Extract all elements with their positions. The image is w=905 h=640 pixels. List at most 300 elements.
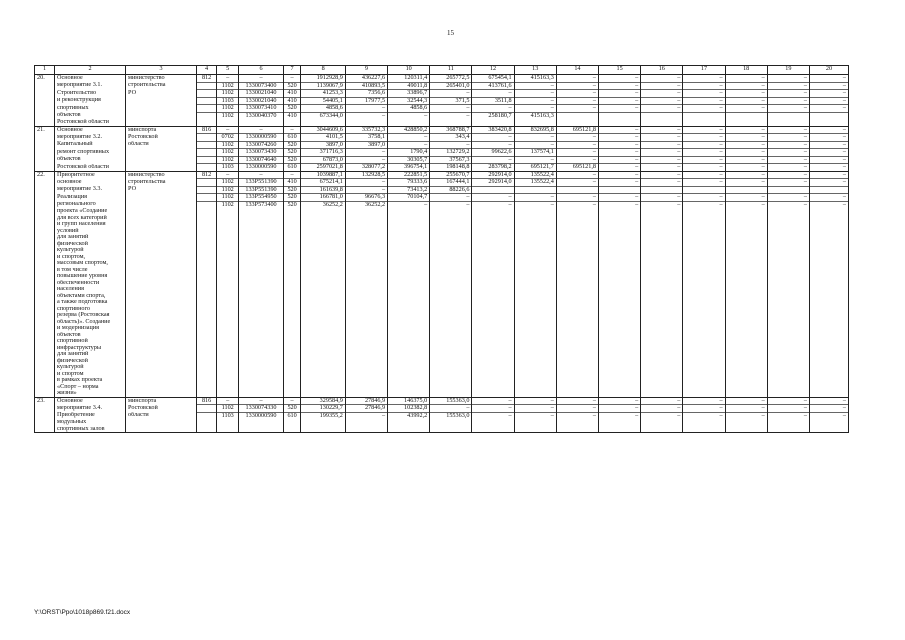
table-cell: [683, 426, 725, 433]
table-cell: –: [641, 171, 683, 179]
table-row: [35, 201, 849, 208]
table-cell: 1102: [217, 156, 239, 164]
table-cell: –: [472, 412, 514, 419]
table-cell: 1102: [217, 194, 239, 202]
table-cell: [430, 119, 472, 126]
table-cell: –: [388, 134, 430, 142]
table-cell: спортивного: [54, 306, 125, 313]
table-cell: –: [683, 397, 725, 405]
table-cell: –: [641, 194, 683, 202]
table-cell: –: [472, 156, 514, 164]
table-cell: жизни»: [54, 390, 125, 397]
table-cell: –: [472, 141, 514, 149]
table-cell: 1790,4: [388, 149, 430, 157]
table-cell: –: [725, 164, 767, 172]
table-cell: –: [767, 397, 809, 405]
table-cell: 79333,6: [388, 179, 430, 187]
table-row: [35, 179, 849, 187]
table-row: [35, 141, 849, 149]
table-cell: 265772,5: [430, 75, 472, 83]
table-cell: –: [556, 412, 598, 419]
table-cell: [641, 119, 683, 126]
table-cell: –: [217, 397, 239, 405]
table-cell: [641, 390, 683, 397]
table-cell: –: [430, 194, 472, 202]
table-cell: [767, 390, 809, 397]
table-cell: в том числе: [54, 267, 125, 274]
table-cell: [556, 390, 598, 397]
header-row: [35, 66, 849, 75]
table-cell: 1139067,9: [301, 82, 345, 90]
table-cell: 1102: [217, 201, 239, 208]
table-row: [35, 156, 849, 164]
table-cell: [725, 112, 767, 119]
table-cell: –: [472, 397, 514, 405]
table-cell: –: [725, 141, 767, 149]
table-cell: [514, 390, 556, 397]
column-header: 15: [599, 66, 641, 75]
table-cell: 3511,8: [472, 97, 514, 105]
table-row: [35, 112, 849, 119]
table-cell: –: [683, 141, 725, 149]
table-cell: –: [599, 141, 641, 149]
table-cell: –: [683, 90, 725, 98]
table-cell: 1330000590: [239, 412, 283, 419]
table-cell: 22.: [35, 171, 55, 179]
table-cell: –: [725, 179, 767, 187]
table-cell: –: [599, 194, 641, 202]
table-cell: –: [641, 90, 683, 98]
table-cell: 812: [197, 75, 217, 83]
column-header: 5: [217, 66, 239, 75]
table-cell: –: [472, 134, 514, 142]
table-cell: культурой: [54, 247, 125, 254]
table-cell: 4101,5: [301, 134, 345, 142]
table-cell: –: [641, 134, 683, 142]
table-cell: [35, 405, 55, 413]
table-cell: области: [126, 141, 197, 149]
table-cell: –: [725, 412, 767, 419]
table-cell: объектов: [54, 112, 125, 119]
table-cell: –: [599, 90, 641, 98]
table-cell: –: [725, 149, 767, 157]
table-cell: [126, 390, 197, 397]
column-header: 12: [472, 66, 514, 75]
table-cell: 133P551390: [239, 186, 283, 194]
table-cell: министерство: [126, 171, 197, 179]
table-cell: Приоритетное: [54, 171, 125, 179]
table-cell: 673344,0: [301, 112, 345, 119]
table-cell: 520: [283, 156, 301, 164]
table-cell: 520: [283, 201, 301, 208]
table-cell: –: [683, 156, 725, 164]
table-cell: –: [809, 201, 848, 208]
table-cell: [35, 97, 55, 105]
column-header: 17: [683, 66, 725, 75]
table-cell: [345, 426, 387, 433]
table-cell: Основное: [54, 126, 125, 134]
table-cell: –: [599, 156, 641, 164]
table-cell: –: [472, 405, 514, 413]
table-cell: мероприятие 3.1.: [54, 82, 125, 90]
table-cell: [683, 112, 725, 119]
table-cell: 255670,7: [430, 171, 472, 179]
table-cell: –: [430, 201, 472, 208]
table-cell: области: [126, 412, 197, 419]
table-cell: 1330000590: [239, 134, 283, 142]
table-row: [35, 126, 849, 134]
table-cell: [197, 119, 217, 126]
table-cell: –: [767, 171, 809, 179]
table-cell: 675214,1: [301, 179, 345, 187]
table-cell: 167444,1: [430, 179, 472, 187]
table-cell: 520: [283, 105, 301, 113]
table-cell: –: [809, 97, 848, 105]
table-cell: 415163,3: [514, 75, 556, 83]
table-cell: [725, 426, 767, 433]
table-cell: –: [514, 405, 556, 413]
table-cell: [809, 186, 848, 194]
column-header: 16: [641, 66, 683, 75]
table-cell: 99622,6: [472, 149, 514, 157]
table-cell: 155363,0: [430, 412, 472, 419]
table-cell: –: [283, 171, 301, 179]
table-cell: 520: [283, 141, 301, 149]
table-cell: [599, 119, 641, 126]
table-cell: –: [767, 179, 809, 187]
table-cell: «Спорт – норма: [54, 384, 125, 391]
table-cell: –: [641, 164, 683, 172]
table-cell: [35, 149, 55, 157]
table-cell: [217, 390, 239, 397]
table-cell: 383420,8: [472, 126, 514, 134]
table-cell: –: [767, 97, 809, 105]
table-cell: 1330000590: [239, 164, 283, 172]
table-row: [35, 405, 849, 413]
table-cell: –: [767, 156, 809, 164]
table-cell: [35, 141, 55, 149]
table-row: [35, 186, 849, 194]
table-row: [35, 105, 849, 113]
column-header: 20: [809, 66, 848, 75]
table-cell: [239, 119, 283, 126]
table-cell: физической: [54, 358, 125, 365]
table-cell: –: [767, 412, 809, 419]
table-cell: [641, 112, 683, 119]
table-cell: –: [725, 105, 767, 113]
table-cell: [472, 426, 514, 433]
table-cell: 832695,8: [514, 126, 556, 134]
table-cell: 695121,7: [514, 164, 556, 172]
table-cell: ремонт спортивных: [54, 149, 125, 157]
table-cell: 3897,0: [345, 141, 387, 149]
table-cell: строительства: [126, 179, 197, 187]
column-header: 19: [767, 66, 809, 75]
table-cell: 0702: [217, 134, 239, 142]
table-cell: 20.: [35, 75, 55, 83]
table-cell: для занятий: [54, 351, 125, 358]
table-cell: –: [767, 75, 809, 83]
table-row: [35, 171, 849, 179]
table-cell: –: [345, 112, 387, 119]
table-cell: 283798,2: [472, 164, 514, 172]
table-cell: [35, 201, 55, 208]
table-cell: [35, 426, 55, 433]
table-cell: 520: [283, 82, 301, 90]
column-header: 9: [345, 66, 387, 75]
table-cell: –: [345, 105, 387, 113]
table-cell: 335732,3: [345, 126, 387, 134]
table-cell: [514, 119, 556, 126]
table-cell: –: [599, 397, 641, 405]
table-cell: –: [599, 405, 641, 413]
table-cell: [35, 164, 55, 172]
table-cell: –: [725, 75, 767, 83]
table-cell: 1330073430: [239, 149, 283, 157]
table-cell: 120311,4: [388, 75, 430, 83]
table-cell: –: [472, 201, 514, 208]
table-cell: –: [767, 141, 809, 149]
table-cell: [283, 390, 301, 397]
table-cell: –: [556, 90, 598, 98]
table-cell: [35, 112, 55, 119]
table-cell: –: [556, 75, 598, 83]
table-cell: [35, 82, 55, 90]
table-cell: 30305,7: [388, 156, 430, 164]
table-cell: Ростовской области: [54, 164, 125, 172]
table-cell: объектами спорта,: [54, 293, 125, 300]
table-cell: [809, 390, 848, 397]
table-cell: [683, 119, 725, 126]
table-cell: [35, 134, 55, 142]
column-header: 18: [725, 66, 767, 75]
table-cell: –: [283, 75, 301, 83]
table-cell: –: [767, 149, 809, 157]
table-cell: –: [767, 82, 809, 90]
table-cell: –: [599, 164, 641, 172]
table-cell: [35, 105, 55, 113]
table-cell: [197, 201, 217, 208]
table-cell: –: [472, 105, 514, 113]
table-cell: [197, 405, 217, 413]
table-cell: 43992,2: [388, 412, 430, 419]
table-cell: –: [430, 141, 472, 149]
table-cell: 155363,0: [430, 397, 472, 405]
table-cell: –: [767, 90, 809, 98]
table-cell: [35, 119, 55, 126]
table-cell: 32544,3: [388, 97, 430, 105]
table-cell: –: [388, 201, 430, 208]
table-cell: –: [430, 105, 472, 113]
table-cell: [556, 119, 598, 126]
table-cell: Ростовской: [126, 134, 197, 142]
table-cell: –: [599, 126, 641, 134]
table-cell: [683, 390, 725, 397]
table-cell: 816: [197, 126, 217, 134]
table-cell: 1330074330: [239, 405, 283, 413]
table-cell: –: [599, 201, 641, 208]
table-cell: [35, 194, 55, 202]
table-cell: –: [725, 397, 767, 405]
table-cell: –: [767, 105, 809, 113]
table-cell: [556, 112, 598, 119]
table-cell: –: [809, 141, 848, 149]
table-cell: [126, 156, 197, 164]
table-cell: 102382,8: [388, 405, 430, 413]
table-cell: 4858,6: [388, 105, 430, 113]
table-cell: –: [809, 164, 848, 172]
table-cell: –: [809, 412, 848, 419]
table-cell: Основное: [54, 75, 125, 83]
table-cell: –: [641, 75, 683, 83]
table-cell: –: [430, 405, 472, 413]
table-cell: –: [556, 105, 598, 113]
table-cell: 1330073410: [239, 105, 283, 113]
table-cell: [126, 97, 197, 105]
column-header: 1: [35, 66, 55, 75]
table-cell: Основное: [54, 397, 125, 405]
table-cell: 146375,0: [388, 397, 430, 405]
table-cell: –: [683, 179, 725, 187]
table-cell: 135522,4: [514, 179, 556, 187]
table-cell: 1102: [217, 149, 239, 157]
table-cell: –: [725, 90, 767, 98]
table-cell: [126, 105, 197, 113]
table-cell: 23.: [35, 397, 55, 405]
table-cell: 1102: [217, 112, 239, 119]
table-cell: 675454,1: [472, 75, 514, 83]
table-cell: 3897,0: [301, 141, 345, 149]
table-cell: спортивной: [54, 338, 125, 345]
table-cell: Строительство: [54, 90, 125, 98]
table-cell: –: [388, 112, 430, 119]
table-cell: объектов: [54, 156, 125, 164]
table-cell: [35, 156, 55, 164]
table-cell: 816: [197, 397, 217, 405]
table-cell: спортивных: [54, 105, 125, 113]
table-cell: культурой: [54, 364, 125, 371]
budget-table: [34, 65, 849, 433]
table-cell: [197, 105, 217, 113]
table-cell: –: [217, 171, 239, 179]
table-cell: –: [809, 105, 848, 113]
table-cell: [301, 119, 345, 126]
table-cell: 1912928,9: [301, 75, 345, 83]
table-cell: в рамках проекта: [54, 377, 125, 384]
table-cell: –: [809, 405, 848, 413]
table-cell: 70104,7: [388, 194, 430, 202]
table-cell: [301, 390, 345, 397]
table-cell: [809, 119, 848, 126]
table-cell: 343,4: [430, 134, 472, 142]
table-cell: [197, 90, 217, 98]
table-cell: [197, 141, 217, 149]
table-cell: 610: [283, 412, 301, 419]
table-cell: 329584,9: [301, 397, 345, 405]
table-cell: инфраструктуры: [54, 345, 125, 352]
table-cell: –: [556, 156, 598, 164]
table-cell: –: [556, 201, 598, 208]
table-cell: 222851,5: [388, 171, 430, 179]
table-cell: Ростовской области: [54, 119, 125, 126]
table-cell: –: [641, 105, 683, 113]
table-cell: 265401,0: [430, 82, 472, 90]
table-cell: [388, 390, 430, 397]
table-cell: 413761,6: [472, 82, 514, 90]
table-cell: 520: [283, 405, 301, 413]
table-cell: [767, 186, 809, 194]
table-cell: [556, 186, 598, 194]
table-cell: –: [283, 397, 301, 405]
table-cell: –: [599, 179, 641, 187]
page-number: 15: [447, 29, 454, 37]
column-header: 13: [514, 66, 556, 75]
table-cell: объектов: [54, 332, 125, 339]
table-row: [35, 97, 849, 105]
table-cell: 4858,6: [301, 105, 345, 113]
table-cell: [345, 390, 387, 397]
table-cell: [641, 186, 683, 194]
table-cell: [217, 119, 239, 126]
table-cell: условий: [54, 228, 125, 235]
table-cell: –: [345, 156, 387, 164]
table-cell: 292914,0: [472, 171, 514, 179]
table-cell: 695121,8: [556, 164, 598, 172]
table-cell: –: [725, 201, 767, 208]
table-cell: –: [683, 82, 725, 90]
table-cell: –: [345, 186, 387, 194]
table-cell: –: [683, 97, 725, 105]
table-cell: [514, 186, 556, 194]
table-cell: 1330021040: [239, 90, 283, 98]
table-cell: –: [599, 82, 641, 90]
table-cell: [126, 112, 197, 119]
table-cell: –: [641, 82, 683, 90]
table-cell: 410: [283, 112, 301, 119]
column-header: 3: [126, 66, 197, 75]
column-header: 10: [388, 66, 430, 75]
table-cell: 73413,2: [388, 186, 430, 194]
table-cell: модульных: [54, 419, 125, 426]
table-cell: [599, 426, 641, 433]
table-cell: министерство: [126, 75, 197, 83]
table-cell: –: [683, 149, 725, 157]
table-cell: 610: [283, 134, 301, 142]
table-cell: –: [514, 97, 556, 105]
table-cell: –: [641, 141, 683, 149]
table-cell: 1102: [217, 82, 239, 90]
table-cell: 199355,2: [301, 412, 345, 419]
table-row: [35, 119, 849, 126]
table-cell: [725, 390, 767, 397]
table-cell: [388, 426, 430, 433]
table-row: [35, 390, 849, 397]
table-cell: 328077,2: [345, 164, 387, 172]
table-cell: –: [345, 412, 387, 419]
table-cell: –: [683, 75, 725, 83]
table-cell: 1102: [217, 179, 239, 187]
table-cell: 695121,8: [556, 126, 598, 134]
table-cell: [197, 412, 217, 419]
table-cell: 7356,6: [345, 90, 387, 98]
table-cell: –: [683, 126, 725, 134]
table-cell: –: [809, 194, 848, 202]
table-cell: [301, 426, 345, 433]
table-cell: [197, 97, 217, 105]
table-cell: 371716,3: [301, 149, 345, 157]
table-cell: –: [556, 82, 598, 90]
table-cell: 520: [283, 186, 301, 194]
